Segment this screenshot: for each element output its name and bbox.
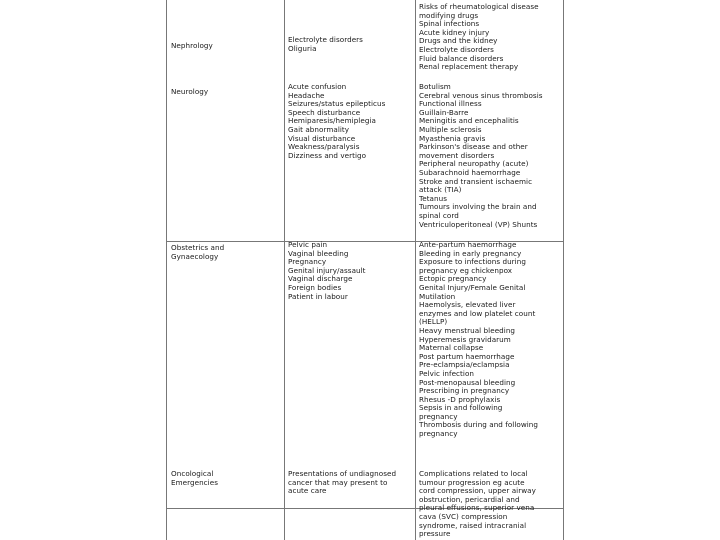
presentations-obstetrics-gynaecology: Pelvic pain Vaginal bleeding Pregnancy Genital injury/assault Vaginal discharge Foreign bodies Patient in labour [288, 240, 366, 301]
conditions-neurology: Botulism Cerebral venous sinus thrombosis Functional illness Guillain-Barre Meningitis and encephalitis Multiple sclerosis Myasthenia gravis Parkinson's disease and other movement disorders Peripheral neuropathy (acute) Subarachnoid haemorrhage Stroke and transient ischaemic attack (TIA) Tetanus Tumours involving the brain and spinal cord Ventriculoperitoneal (VP) Shunts [419, 82, 543, 229]
specialty-nephrology: Nephrology [171, 41, 213, 50]
specialty-neurology: Neurology [171, 87, 209, 96]
presentations-neurology: Acute confusion Headache Seizures/status epilepticus Speech disturbance Hemiparesis/hemiplegia Gait abnormality Visual disturbance Weakness/paralysis Dizziness and vertigo [288, 82, 386, 160]
column-divider [415, 0, 416, 540]
column-divider [284, 0, 285, 540]
specialty-obstetrics-gynaecology: Obstetrics and Gynaecology [171, 243, 225, 261]
presentations-oncological-emergencies: Presentations of undiagnosed cancer that may present to acute care [288, 469, 397, 496]
conditions-nephrology: Risks of rheumatological disease modifying drugs Spinal infections Acute kidney injury Drugs and the kidney Electrolyte disorders Fluid balance disorders Renal replacement therapy [419, 2, 539, 72]
conditions-oncological-emergencies: Complications related to local tumour progression eg acute cord compression, upper airway obstruction, pericardial and pleural effusions, superior vena cava (SVC) compression syndrome, raised intracranial pressure [419, 469, 536, 539]
specialty-oncological-emergencies: Oncological Emergencies [171, 469, 218, 487]
presentations-nephrology: Electrolyte disorders Oliguria [288, 35, 363, 53]
conditions-obstetrics-gynaecology: Ante-partum haemorrhage Bleeding in early pregnancy Exposure to infections during pregnancy eg chickenpox Ectopic pregnancy Genital Injury/Female Genital Mutilation Haemolysis, elevated liver enzymes and low platelet count (HELLP) Heavy menstrual bleeding Hyperemesis gravidarum Maternal collapse Post partum haemorrhage Pre-eclampsia/eclampsia Pelvic infection Post-menopausal bleeding Prescribing in pregnancy Rhesus -D prophylaxis Sepsis in and following pregnancy Thrombosis during and following pregnancy [419, 240, 539, 439]
curriculum-table [166, 0, 564, 540]
